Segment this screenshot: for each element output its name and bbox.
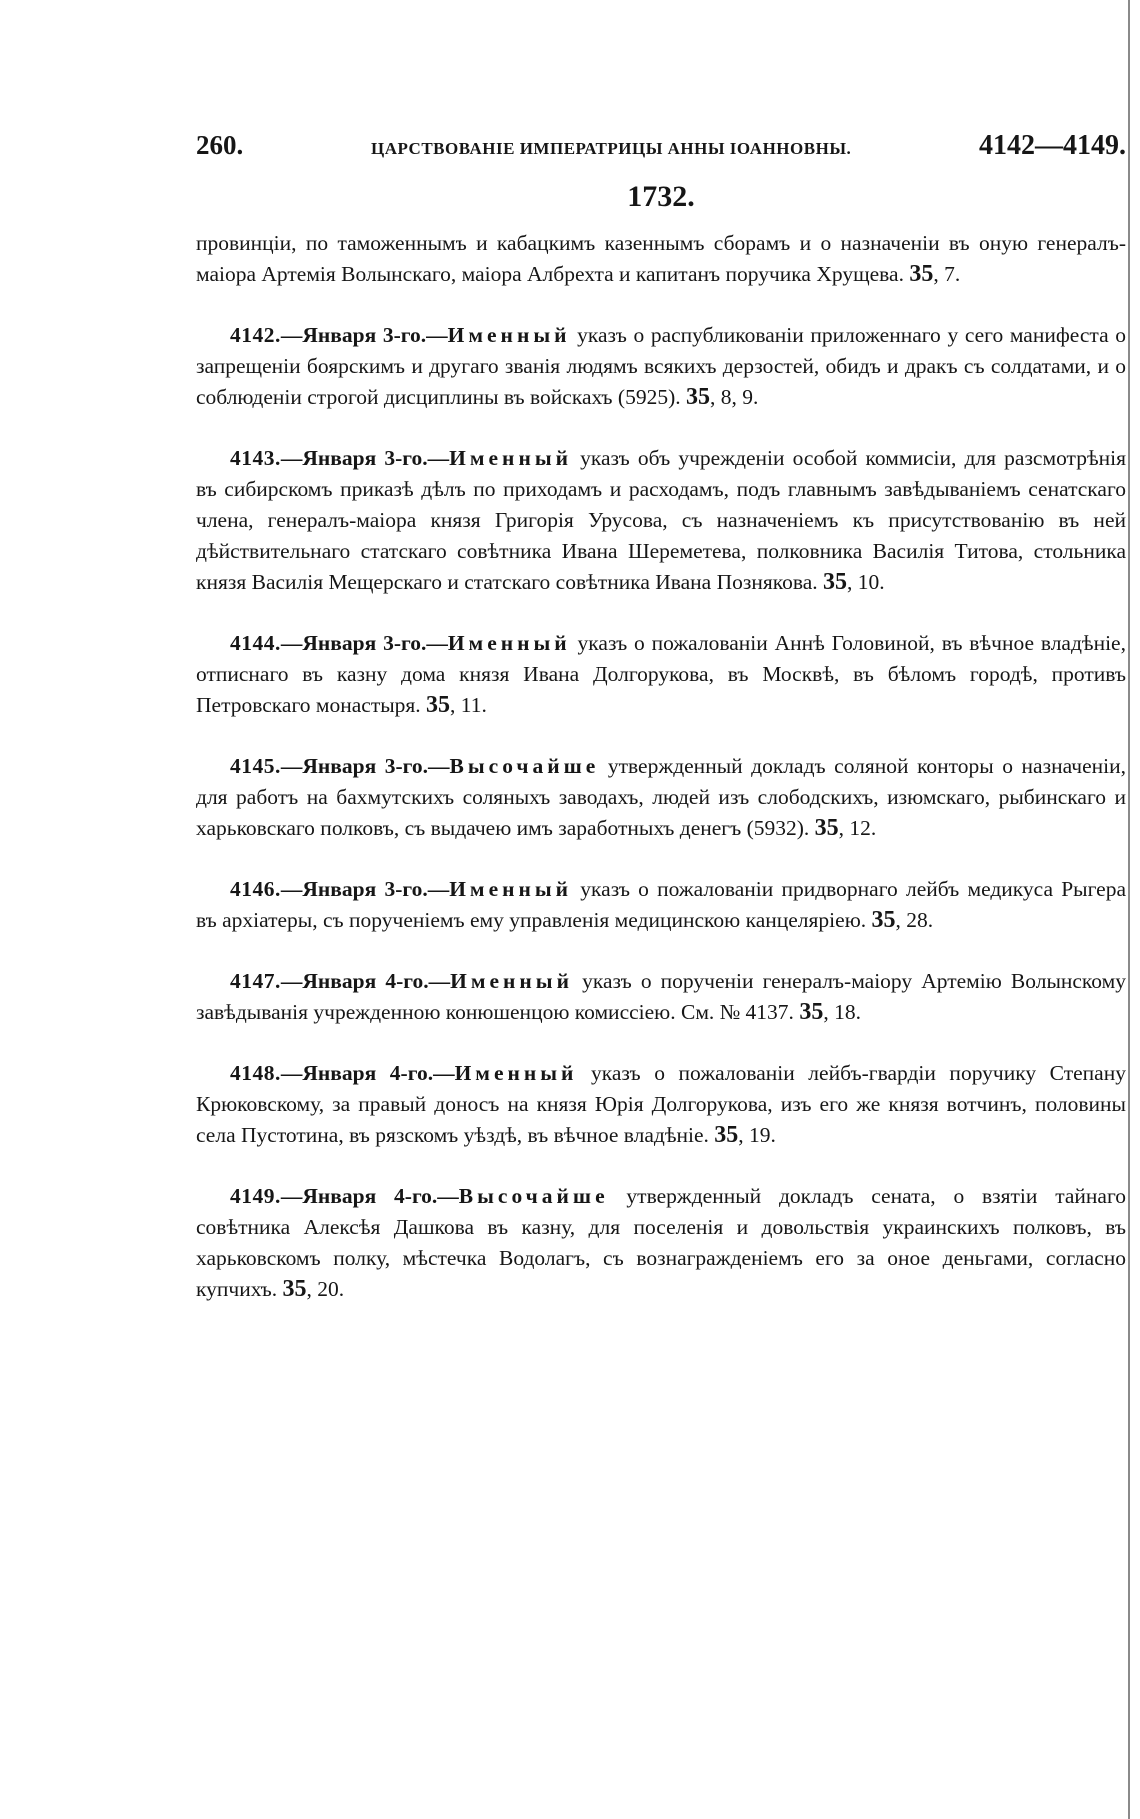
entry-volume: 35	[823, 569, 848, 595]
entry-page: , 19.	[738, 1123, 776, 1147]
entry-volume: 35	[799, 999, 824, 1025]
year-heading: 1732.	[627, 180, 695, 213]
entry-4149	[196, 1181, 1126, 1305]
entry-volume: 35	[871, 907, 896, 933]
entry-text: утвержденный докладъ соляной конторы о назначеніи, для работъ на бахмутскихъ соляныхъ заводахъ, людей изъ слободскихъ, изюмскаго, рыбинскаго и харьковскаго полковъ, съ выдачею имъ заработныхъ денегъ (5932).	[196, 754, 1126, 840]
entry-number: 4147.	[230, 969, 281, 993]
entry-date: —Января 3-го.—	[280, 323, 448, 347]
entry-paragraph	[196, 1058, 1126, 1151]
entry-page: , 12.	[838, 816, 877, 840]
entry-number: 4143.	[230, 446, 281, 470]
entry-volume: 35	[714, 1122, 739, 1148]
entry-4147	[196, 966, 1126, 1028]
entry-doc-type: Именный	[450, 969, 573, 993]
entry-number: 4149.	[230, 1184, 281, 1208]
entry-4144	[196, 628, 1126, 721]
continuation-text: провинціи, по таможеннымъ и кабацкимъ казеннымъ сборамъ и о назначеніи въ оную генералъ-маіора Артемія Волынскаго, маіора Албрехта и капитанъ поручика Хрущева.	[196, 231, 1126, 286]
entry-date: —Января 4-го.—	[280, 1061, 455, 1085]
entry-text: утвержденный докладъ сената, о взятіи тайнаго совѣтника Алексѣя Дашкова въ казну, для поселенія и довольствія украинскихъ полковъ, въ харьковскомъ полку, мѣстечка Водолагъ, съ вознагражденіемъ его за оное деньгами, согласно купчихъ.	[196, 1184, 1126, 1301]
entry-text: указъ о пожалованіи Аннѣ Головиной, въ вѣчное владѣніе, отписнаго въ казну дома князя Ивана Долгорукова, въ Москвѣ, въ бѣломъ городѣ, противъ Петровскаго монастыря.	[196, 631, 1126, 717]
entry-text: указъ о пожалованіи лейбъ-гвардіи поручику Степану Крюковскому, за правый доносъ на князя Юрія Долгорукова, изъ его же князя вотчинъ, половины села Пустотина, въ рязскомъ уѣздѣ, въ вѣчное владѣніе.	[196, 1061, 1126, 1147]
scan-edge-line	[1128, 0, 1130, 1819]
entry-number: 4142.	[230, 323, 281, 347]
entry-paragraph	[196, 320, 1126, 413]
entry-date: —Января 4-го.—	[280, 969, 451, 993]
entry-page: , 10.	[847, 570, 885, 594]
entry-date: —Января 3-го.—	[280, 877, 450, 901]
entry-volume: 35	[686, 384, 710, 410]
entry-number: 4148.	[230, 1061, 281, 1085]
entry-range: 4142—4149.	[978, 130, 1126, 161]
entry-paragraph	[196, 751, 1126, 844]
entry-paragraph	[196, 874, 1126, 936]
continuation-page: , 7.	[933, 262, 961, 286]
entry-number: 4145.	[230, 754, 281, 778]
entry-doc-type: Именный	[449, 446, 573, 470]
entry-4148	[196, 1058, 1126, 1151]
entry-volume: 35	[426, 692, 451, 718]
entry-text: указъ о распубликованіи приложеннаго у сего манифеста о запрещеніи боярскимъ и другаго званія людямъ всякихъ дерзостей, обидъ и дракъ съ солдатами, и о соблюденіи строгой дисциплины въ войскахъ (5925).	[196, 323, 1126, 409]
entry-date: —Января 3-го.—	[280, 754, 450, 778]
entry-paragraph	[196, 443, 1126, 598]
continuation-volume: 35	[909, 261, 934, 287]
entry-date: —Января 3-го.—	[280, 446, 450, 470]
entry-volume: 35	[814, 815, 839, 841]
running-header	[196, 130, 1126, 170]
page-number: 260.	[196, 130, 244, 160]
entry-text: указъ объ учрежденіи особой коммисіи, для разсмотрѣнія въ сибирскомъ приказѣ дѣлъ по приходамъ и расходамъ, подъ главнымъ завѣдываніемъ сенатскаго члена, генералъ-маіора князя Григорія Урусова, съ назначеніемъ къ присутствованію въ ней дѣйствительнаго статскаго совѣтника Ивана Шереметева, полковника Василія Титова, стольника князя Василія Мещерскаго и статскаго совѣтника Ивана Познякова.	[196, 446, 1126, 594]
entry-number: 4146.	[230, 877, 281, 901]
entry-paragraph	[196, 628, 1126, 721]
entry-doc-type: Именный	[447, 323, 571, 347]
entry-paragraph	[196, 966, 1126, 1028]
entry-doc-type: Именный	[449, 877, 573, 901]
entry-page: , 20.	[306, 1277, 345, 1301]
entry-4145	[196, 751, 1126, 844]
entry-4146	[196, 874, 1126, 936]
book-page	[196, 130, 1126, 1305]
entry-text: указъ о пожалованіи придворнаго лейбъ медикуса Рыгера въ архіатеры, съ порученіемъ ему управленія медицинскою канцеляріею.	[196, 877, 1126, 932]
entry-page: , 11.	[450, 693, 487, 717]
entry-paragraph	[196, 1181, 1126, 1305]
entry-doc-type: Высочайше	[449, 754, 600, 778]
entry-page: , 28.	[895, 908, 934, 932]
entry-volume: 35	[282, 1276, 307, 1302]
entry-doc-type: Именный	[447, 631, 571, 655]
entry-date: —Января 4-го.—	[280, 1184, 459, 1208]
entry-4142	[196, 320, 1126, 413]
running-title: ЦАРСТВОВАНІЕ ИМПЕРАТРИЦЫ АННЫ ІОАННОВНЫ.	[370, 139, 852, 158]
continuation-paragraph	[196, 228, 1126, 290]
entry-text: указъ о порученіи генералъ-маіору Артемію Волынскому завѣдыванія учрежденною конюшенцою комиссіею. См. № 4137.	[196, 969, 1126, 1024]
entry-number: 4144.	[230, 631, 281, 655]
entry-page: , 8, 9.	[710, 385, 759, 409]
entry-page: , 18.	[823, 1000, 861, 1024]
entry-doc-type: Высочайше	[458, 1184, 609, 1208]
entry-4143	[196, 443, 1126, 598]
entry-date: —Января 3-го.—	[280, 631, 448, 655]
entry-doc-type: Именный	[454, 1061, 578, 1085]
